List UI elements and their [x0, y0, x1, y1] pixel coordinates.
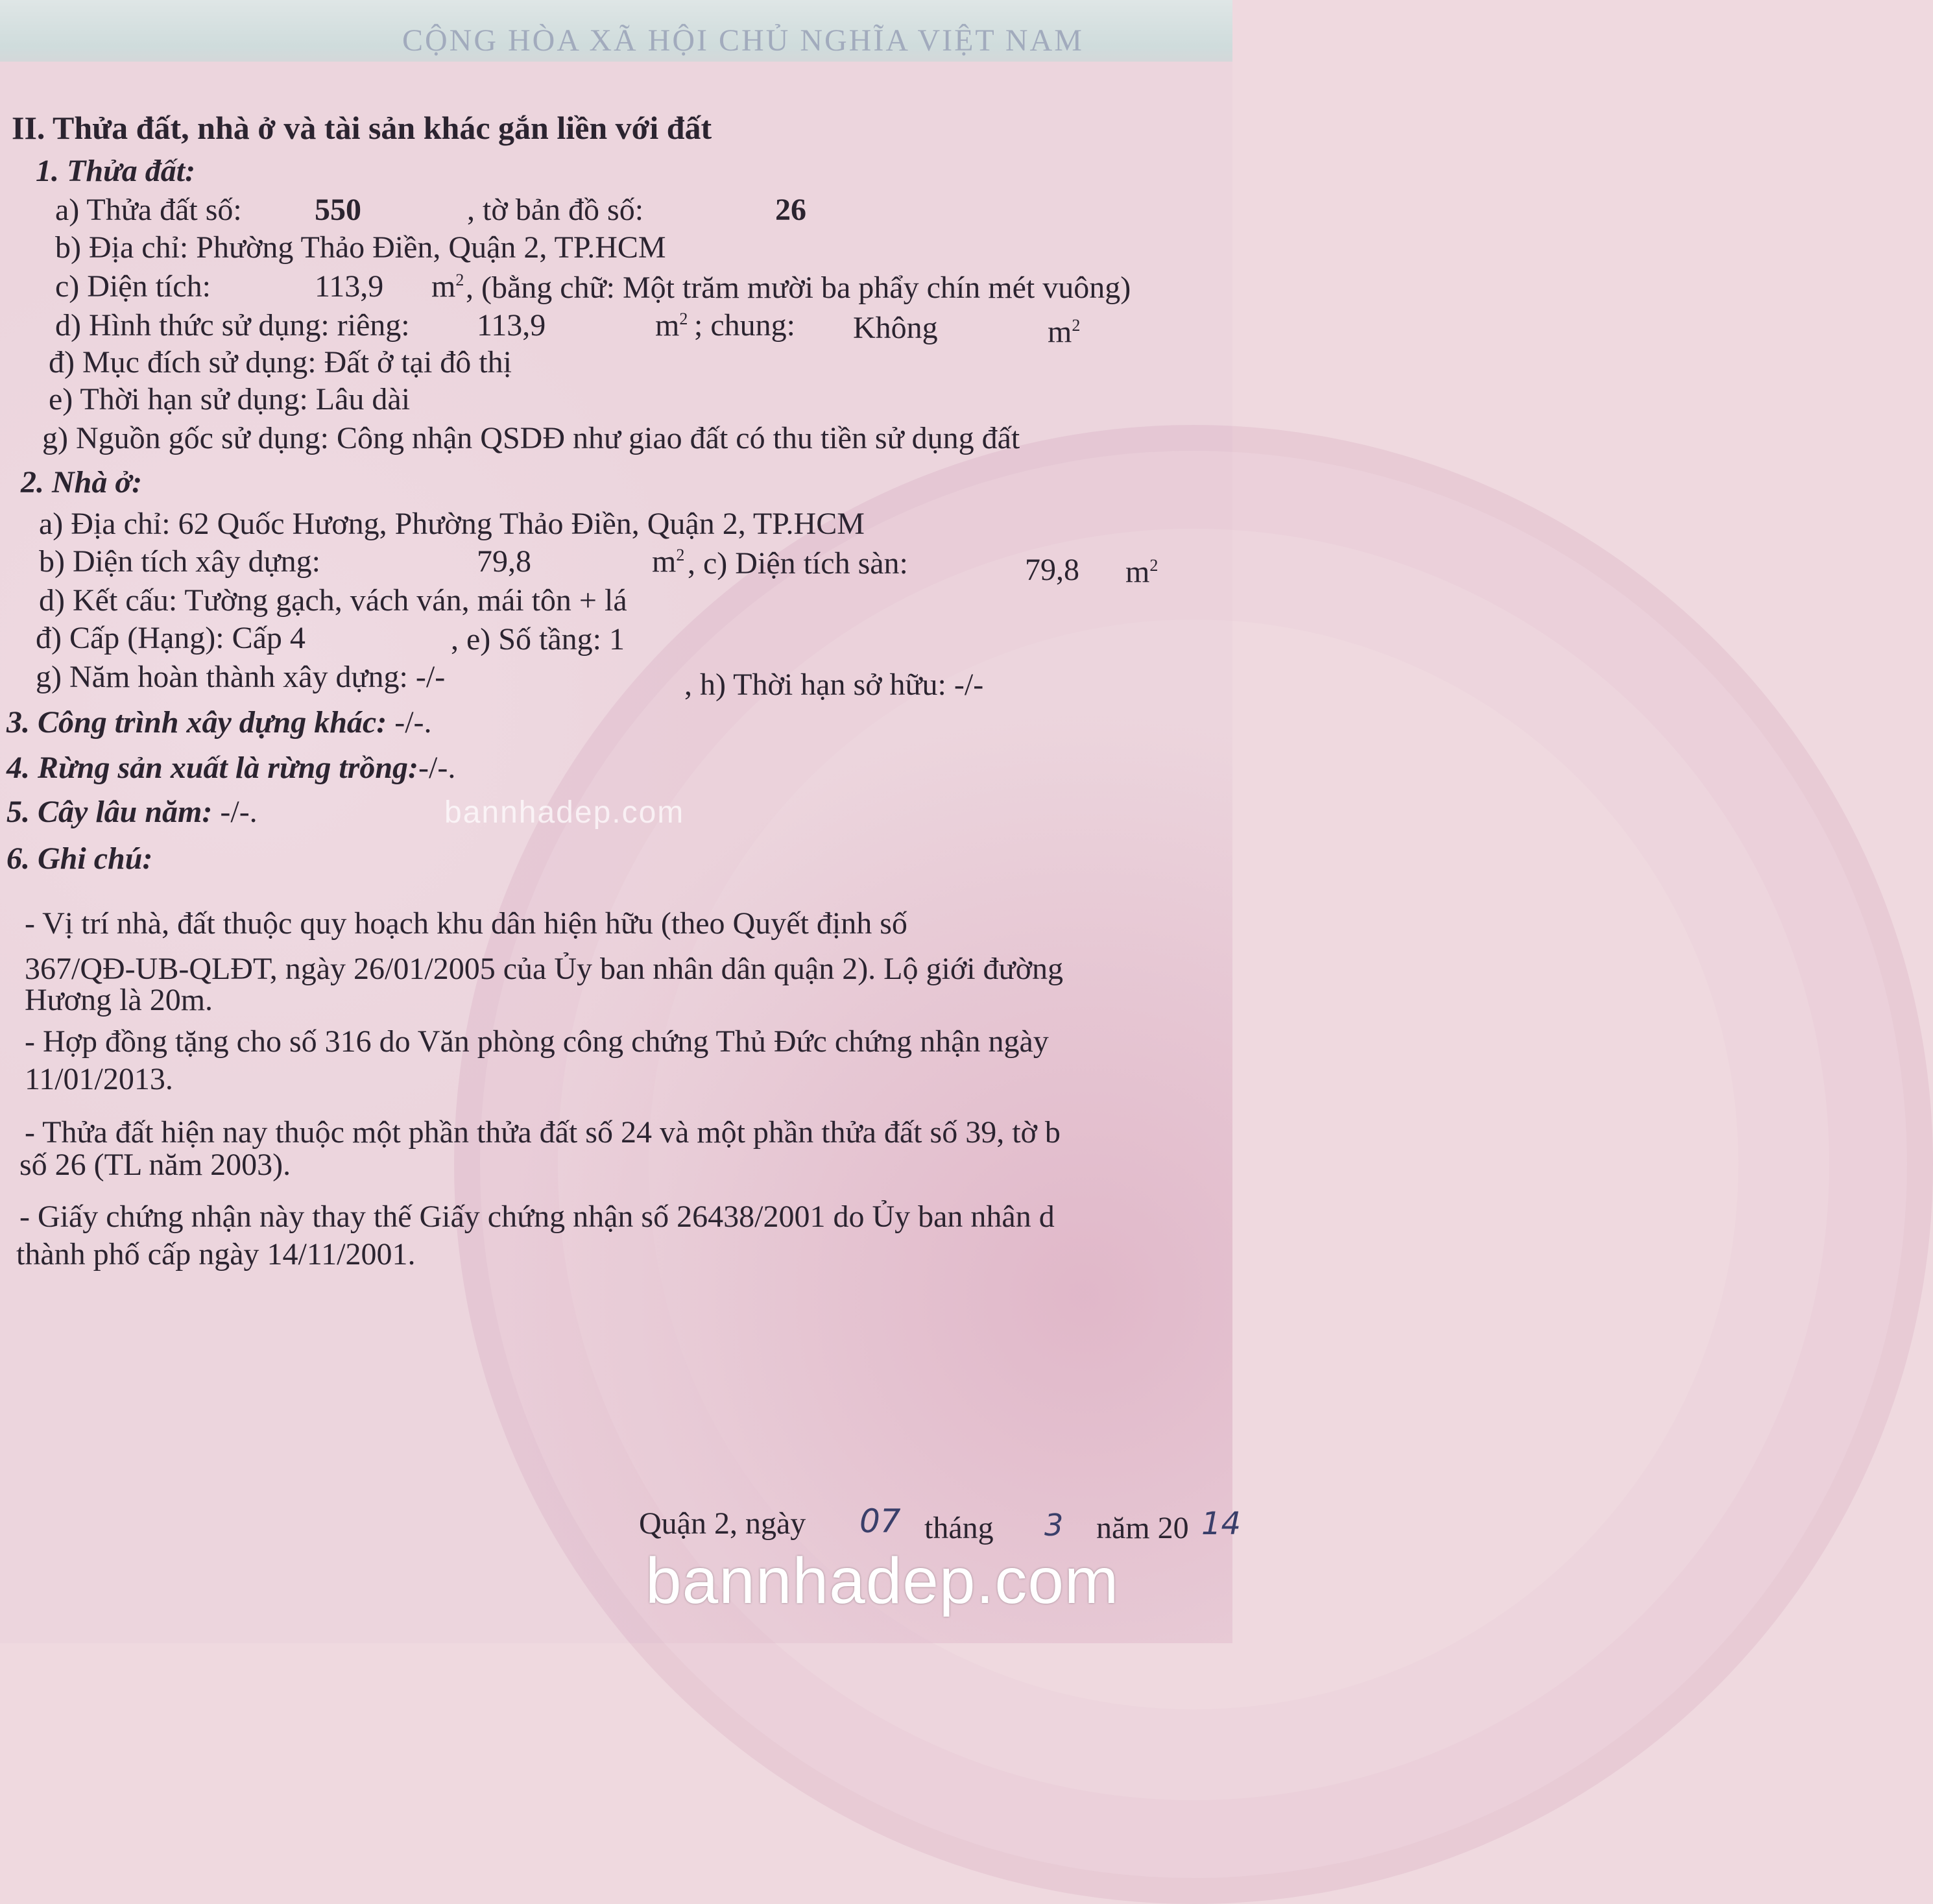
perennial-trees — [6, 797, 258, 828]
land-heading: 1. Thửa đất: — [36, 154, 196, 188]
perennial-trees-label: 5. Cây lâu năm: — [6, 795, 213, 829]
sign-day: 07 — [859, 1502, 901, 1540]
land-usage-unit2 — [1048, 317, 1080, 348]
land-parcel-label: a) Thửa đất số: — [55, 193, 242, 227]
house-build-area-unit-text: m — [652, 544, 677, 579]
seal-watermark — [454, 425, 1933, 1904]
note-line: - Vị trí nhà, đất thuộc quy hoạch khu dân hiện hữu (theo Quyết định số — [25, 906, 907, 941]
land-usage-common-label: ; chung: — [694, 308, 795, 343]
other-works-value: -/-. — [387, 705, 432, 740]
sign-year-label: năm 20 — [1096, 1511, 1189, 1545]
house-heading: 2. Nhà ở: — [21, 465, 143, 500]
land-area-unit — [431, 271, 464, 302]
forest-value: -/-. — [418, 751, 456, 785]
forest-label: 4. Rừng sản xuất là rừng trồng: — [6, 751, 419, 785]
house-floor-area-label: , c) Diện tích sàn: — [688, 546, 908, 581]
land-area-value: 113,9 — [315, 269, 384, 304]
header-banner: CỘNG HÒA XÃ HỘI CHỦ NGHĨA VIỆT NAM — [402, 23, 1084, 58]
sign-month-label: tháng — [924, 1511, 994, 1545]
house-completion-year: g) Năm hoàn thành xây dựng: -/- — [36, 660, 446, 694]
note-line: - Giấy chứng nhận này thay thế Giấy chứng nhận số 26438/2001 do Ủy ban nhân d — [19, 1199, 1055, 1234]
land-usage-unit-text: m — [655, 308, 680, 343]
notes-heading: 6. Ghi chú: — [6, 841, 153, 876]
land-map-number: 26 — [775, 193, 806, 227]
perennial-trees-value: -/-. — [212, 795, 258, 829]
land-usage-unit2-sup: 2 — [1072, 316, 1081, 335]
section-title: II. Thửa đất, nhà ở và tài sản khác gắn liền với đất — [12, 110, 712, 146]
house-structure: d) Kết cấu: Tường gạch, vách ván, mái tôn + lá — [39, 583, 627, 618]
land-term: e) Thời hạn sử dụng: Lâu dài — [49, 382, 411, 416]
house-floor-area-unit — [1125, 557, 1158, 588]
house-build-area-unit-sup: 2 — [676, 546, 685, 564]
land-parcel-number: 550 — [315, 193, 361, 227]
house-floor-area-unit-text: m — [1125, 555, 1150, 589]
house-floor-area-value: 79,8 — [1025, 553, 1079, 587]
land-usage-unit2-text: m — [1048, 315, 1072, 349]
note-line: - Hợp đồng tặng cho số 316 do Văn phòng công chứng Thủ Đức chứng nhận ngày — [25, 1024, 1049, 1059]
other-works-label: 3. Công trình xây dựng khác: — [6, 705, 387, 740]
house-address: a) Địa chỉ: 62 Quốc Hương, Phường Thảo Điền, Quận 2, TP.HCM — [39, 507, 865, 541]
house-grade: đ) Cấp (Hạng): Cấp 4 — [36, 621, 306, 655]
land-usage-label: d) Hình thức sử dụng: riêng: — [55, 308, 410, 343]
house-ownership-term: , h) Thời hạn sở hữu: -/- — [684, 668, 984, 702]
land-origin: g) Nguồn gốc sử dụng: Công nhận QSDĐ như giao đất có thu tiền sử dụng đất — [42, 421, 1020, 455]
land-purpose: đ) Mục đích sử dụng: Đất ở tại đô thị — [49, 345, 512, 380]
note-line: số 26 (TL năm 2003). — [19, 1148, 291, 1182]
sign-year: 14 — [1201, 1506, 1242, 1542]
note-line: thành phố cấp ngày 14/11/2001. — [16, 1237, 416, 1271]
forest — [6, 753, 455, 784]
house-build-area-unit — [652, 546, 684, 577]
house-floor-area-unit-sup: 2 — [1149, 556, 1159, 575]
land-area-label: c) Diện tích: — [55, 269, 211, 304]
note-line: 367/QĐ-UB-QLĐT, ngày 26/01/2005 của Ủy ban nhân dân quận 2). Lộ giới đường — [25, 952, 1063, 986]
note-line: - Thửa đất hiện nay thuộc một phần thửa đất số 24 và một phần thửa đất số 39, tờ b — [25, 1115, 1061, 1150]
house-floors: , e) Số tầng: 1 — [451, 622, 625, 657]
note-line: 11/01/2013. — [25, 1062, 173, 1096]
watermark-large-text: bannhadep.com — [645, 1545, 1120, 1617]
land-address: b) Địa chỉ: Phường Thảo Điền, Quận 2, TP.HCM — [55, 230, 666, 265]
land-usage-private: 113,9 — [477, 308, 546, 343]
land-usage-unit — [655, 310, 688, 341]
sign-place-date: Quận 2, ngày — [639, 1506, 806, 1541]
land-area-unit-text: m — [431, 269, 456, 304]
house-build-area-label: b) Diện tích xây dựng: — [39, 544, 320, 579]
other-works — [6, 707, 432, 738]
sign-month: 3 — [1044, 1508, 1064, 1543]
land-usage-unit-sup: 2 — [679, 309, 688, 328]
land-area-unit-sup: 2 — [455, 271, 464, 289]
note-line: Hương là 20m. — [25, 983, 213, 1017]
watermark-text: bannhadep.com — [444, 795, 685, 830]
land-usage-common: Không — [853, 311, 938, 345]
land-map-label: , tờ bản đồ số: — [467, 193, 644, 227]
house-build-area-value: 79,8 — [477, 544, 531, 579]
land-area-words: , (bằng chữ: Một trăm mười ba phẩy chín mét vuông) — [466, 271, 1131, 305]
